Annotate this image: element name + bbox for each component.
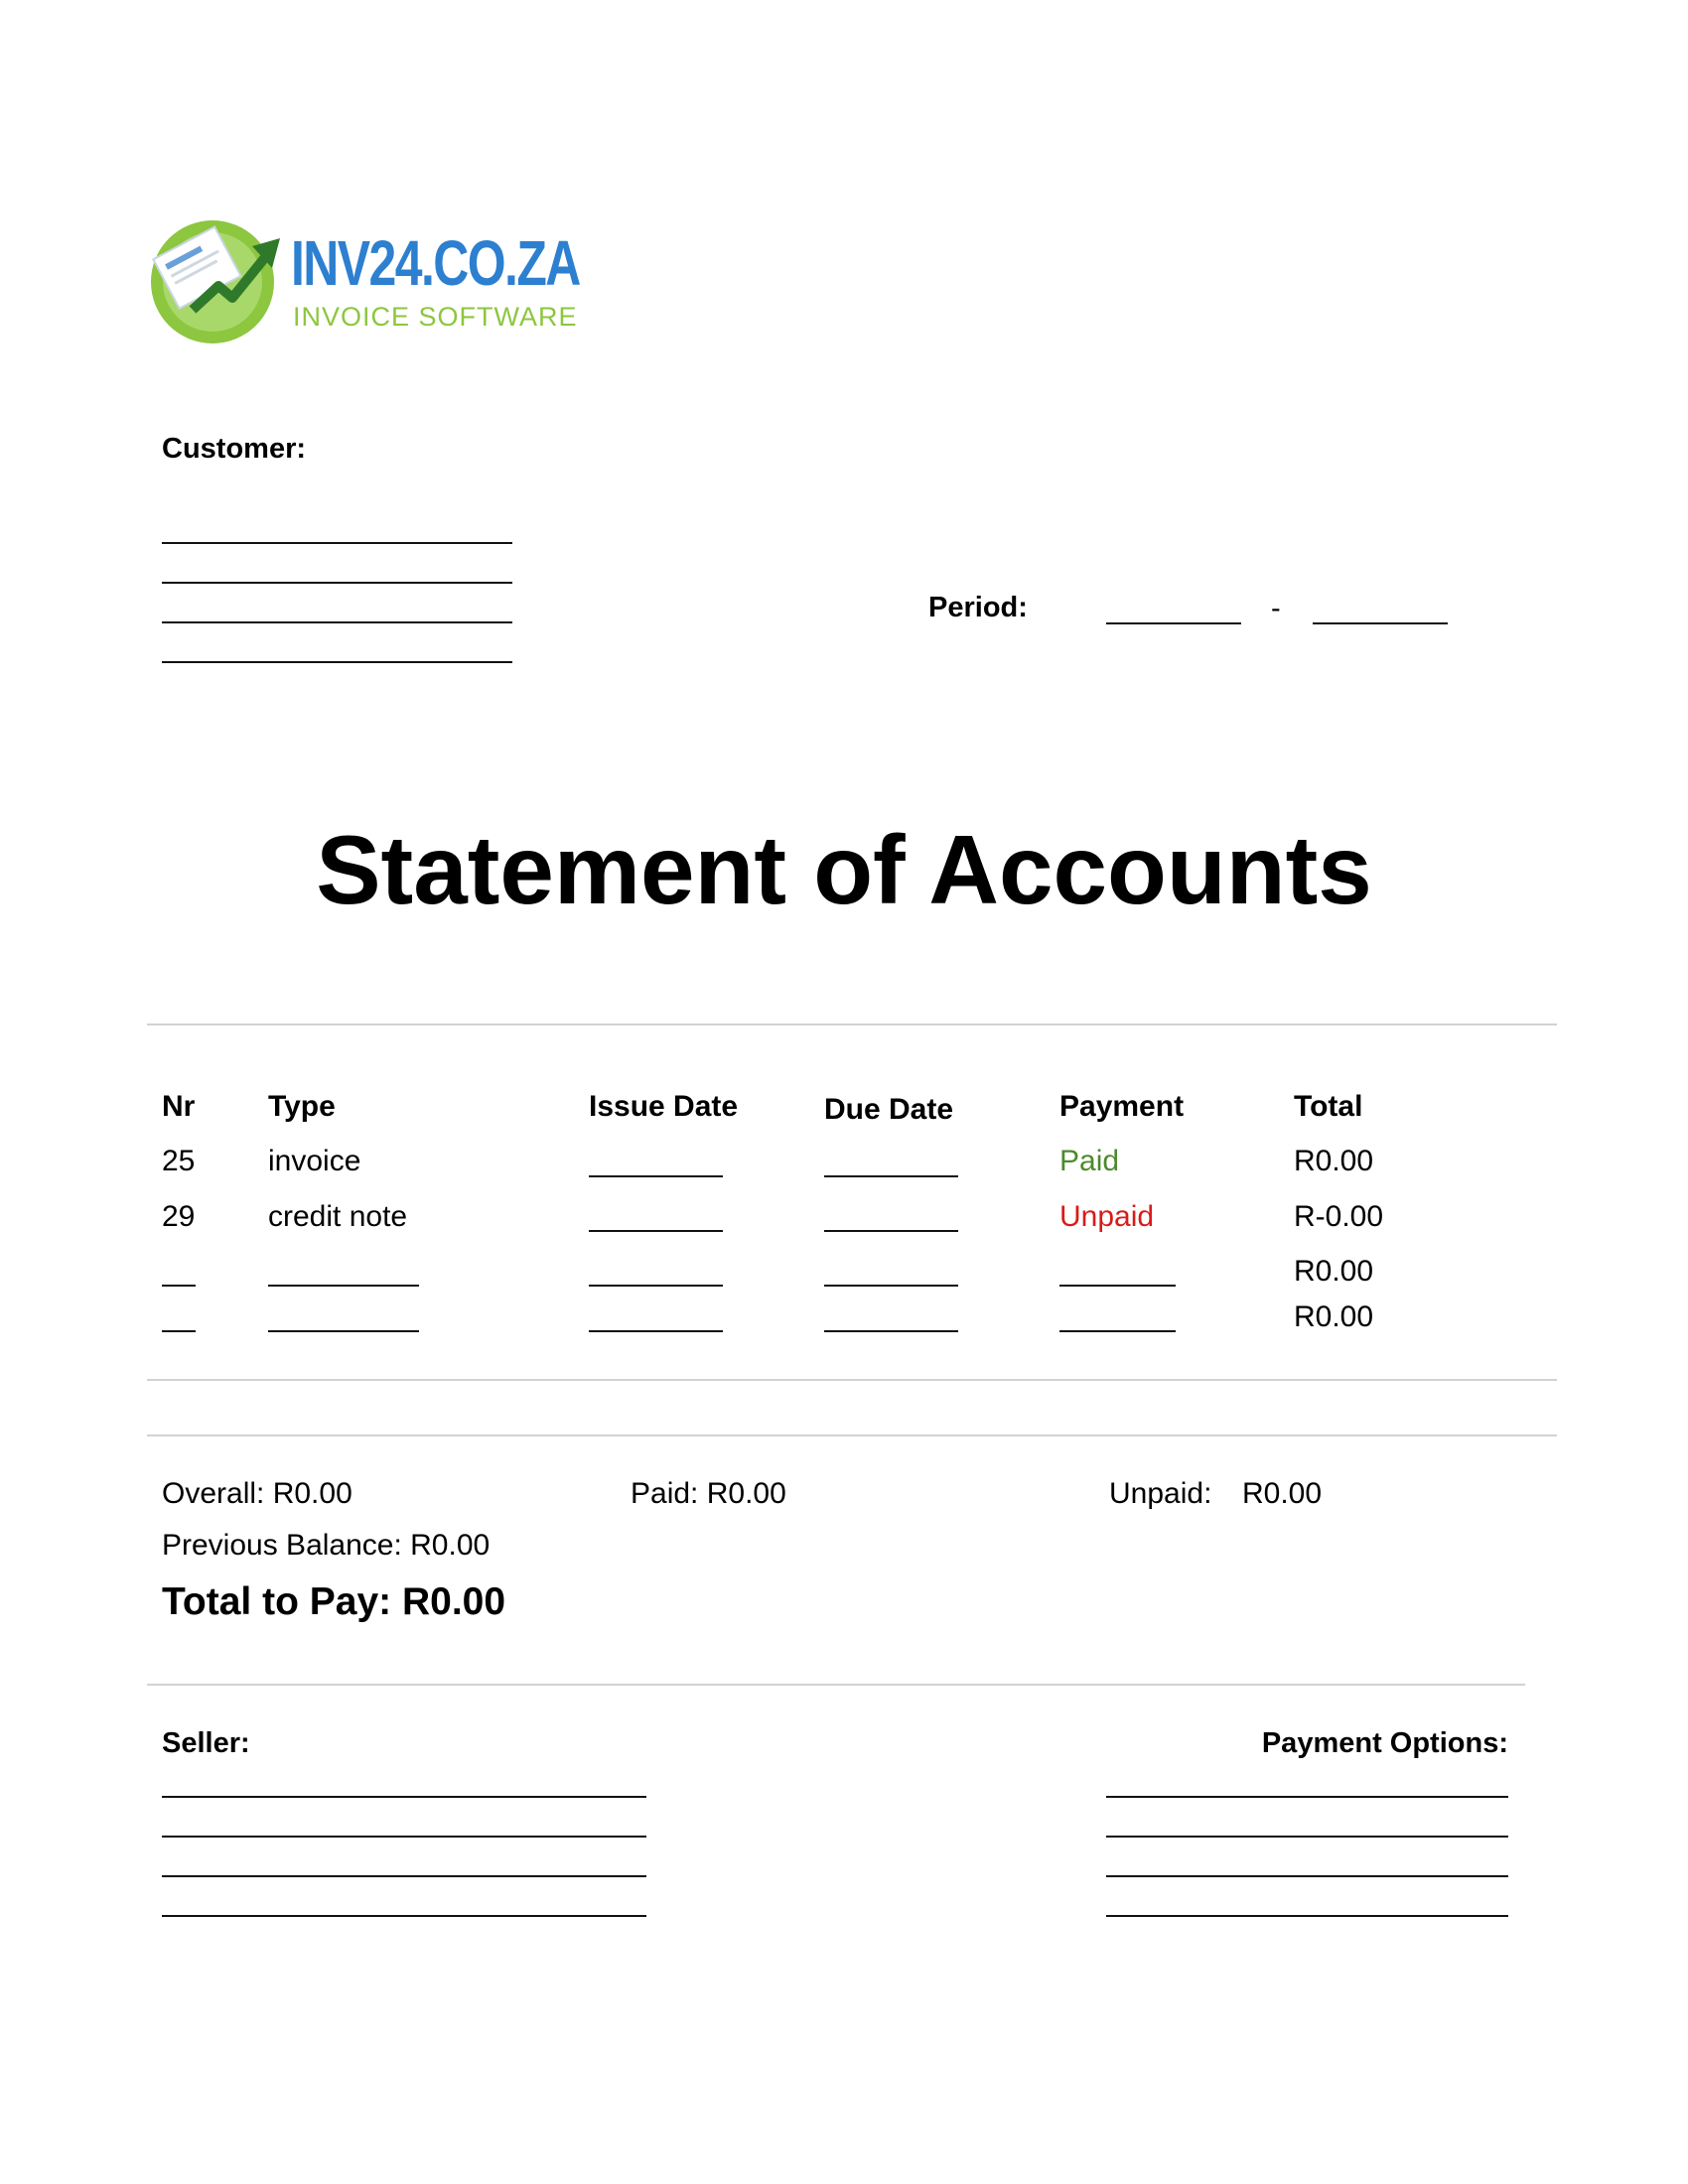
- logo-wordmark: INV24.CO.ZA: [291, 227, 580, 299]
- row-due-date-line[interactable]: [824, 1330, 958, 1332]
- row-type-line[interactable]: [268, 1330, 419, 1332]
- divider: [147, 1379, 1557, 1381]
- customer-line-1[interactable]: [162, 542, 512, 544]
- customer-label: Customer:: [162, 433, 307, 465]
- col-header-total: Total: [1294, 1090, 1363, 1123]
- logo-emblem-icon: [149, 206, 288, 345]
- customer-line-2[interactable]: [162, 582, 512, 584]
- period-end-line[interactable]: [1313, 622, 1448, 624]
- logo-tagline: INVOICE SOFTWARE: [293, 302, 578, 332]
- company-logo: [149, 206, 580, 345]
- divider: [147, 1024, 1557, 1025]
- payment-status-unpaid: Unpaid: [1059, 1200, 1155, 1233]
- customer-line-4[interactable]: [162, 661, 512, 663]
- row-total: R0.00: [1294, 1300, 1374, 1333]
- summary-unpaid-label: Unpaid:: [1109, 1477, 1212, 1510]
- col-header-due-date: Due Date: [824, 1093, 954, 1126]
- row-due-date-line[interactable]: [824, 1175, 958, 1177]
- seller-line-2[interactable]: [162, 1836, 646, 1838]
- row-type: invoice: [268, 1145, 361, 1177]
- period-separator: -: [1271, 593, 1281, 624]
- row-nr-line[interactable]: [162, 1330, 196, 1332]
- col-header-nr: Nr: [162, 1090, 196, 1123]
- col-header-issue-date: Issue Date: [589, 1090, 739, 1123]
- row-nr: 29: [162, 1200, 196, 1233]
- summary-overall: Overall: R0.00: [162, 1477, 352, 1510]
- row-nr: 25: [162, 1145, 196, 1177]
- payment-options-label: Payment Options:: [1261, 1727, 1508, 1759]
- row-due-date-line[interactable]: [824, 1230, 958, 1232]
- row-type-line[interactable]: [268, 1285, 419, 1287]
- summary-unpaid-value: R0.00: [1242, 1477, 1323, 1510]
- summary-paid: Paid: R0.00: [631, 1477, 786, 1510]
- row-due-date-line[interactable]: [824, 1285, 958, 1287]
- row-issue-date-line[interactable]: [589, 1285, 723, 1287]
- divider: [147, 1434, 1557, 1436]
- summary-previous-balance: Previous Balance: R0.00: [162, 1529, 491, 1562]
- period-start-line[interactable]: [1106, 622, 1241, 624]
- payment-options-line-3[interactable]: [1106, 1875, 1508, 1877]
- seller-line-3[interactable]: [162, 1875, 646, 1877]
- payment-options-line-2[interactable]: [1106, 1836, 1508, 1838]
- row-total: R-0.00: [1294, 1200, 1384, 1233]
- row-payment-line[interactable]: [1059, 1285, 1176, 1287]
- row-payment-line[interactable]: [1059, 1330, 1176, 1332]
- seller-label: Seller:: [162, 1727, 250, 1759]
- row-type: credit note: [268, 1200, 408, 1233]
- period-label: Period:: [928, 592, 1028, 623]
- page-title: Statement of Accounts: [316, 815, 1372, 924]
- payment-options-line-4[interactable]: [1106, 1915, 1508, 1917]
- col-header-payment: Payment: [1059, 1090, 1185, 1123]
- divider: [147, 1684, 1525, 1686]
- total-to-pay: Total to Pay: R0.00: [162, 1580, 506, 1623]
- row-issue-date-line[interactable]: [589, 1230, 723, 1232]
- row-issue-date-line[interactable]: [589, 1175, 723, 1177]
- row-total: R0.00: [1294, 1255, 1374, 1288]
- row-total: R0.00: [1294, 1145, 1374, 1177]
- col-header-type: Type: [268, 1090, 336, 1123]
- row-issue-date-line[interactable]: [589, 1330, 723, 1332]
- row-nr-line[interactable]: [162, 1285, 196, 1287]
- payment-options-line-1[interactable]: [1106, 1796, 1508, 1798]
- customer-line-3[interactable]: [162, 621, 512, 623]
- seller-line-1[interactable]: [162, 1796, 646, 1798]
- seller-line-4[interactable]: [162, 1915, 646, 1917]
- payment-status-paid: Paid: [1059, 1145, 1120, 1177]
